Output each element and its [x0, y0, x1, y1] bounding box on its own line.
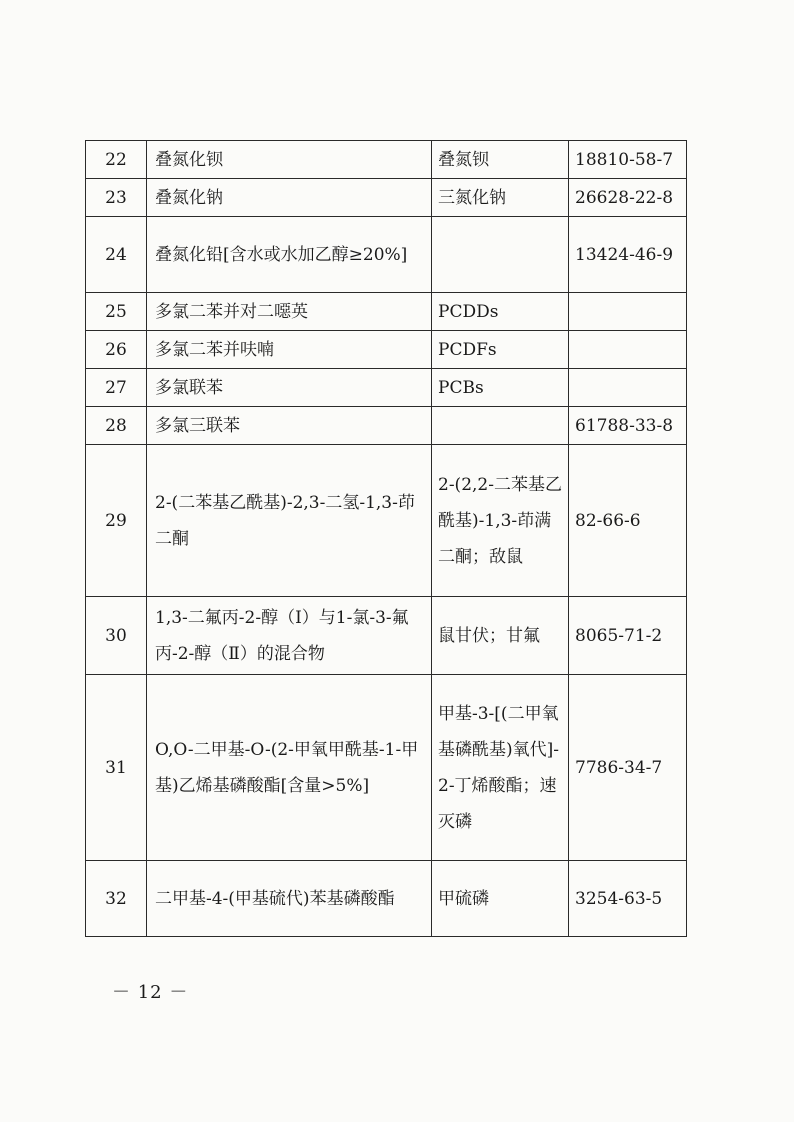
- table-row: [86, 293, 687, 331]
- cas-number: 8065-71-2: [569, 597, 687, 675]
- row-number: 25: [86, 293, 147, 331]
- chemical-alias: PCDDs: [432, 293, 569, 331]
- chemical-alias: 2-(2,2-二苯基乙酰基)-1,3-茚满二酮；敌鼠: [432, 445, 569, 597]
- cas-number: 18810-58-7: [569, 141, 687, 179]
- chemical-name: 多氯三联苯: [147, 407, 432, 445]
- cas-number: 26628-22-8: [569, 179, 687, 217]
- chemical-alias: 甲基-3-[(二甲氧基磷酰基)氧代]-2-丁烯酸酯；速灭磷: [432, 675, 569, 861]
- chemical-name: 叠氮化钡: [147, 141, 432, 179]
- row-number: 30: [86, 597, 147, 675]
- chemical-name: 多氯联苯: [147, 369, 432, 407]
- chemical-alias: 叠氮钡: [432, 141, 569, 179]
- row-number: 26: [86, 331, 147, 369]
- cas-number: 13424-46-9: [569, 217, 687, 293]
- row-number: 24: [86, 217, 147, 293]
- table-row: [86, 141, 687, 179]
- table-row: [86, 407, 687, 445]
- table-row: [86, 369, 687, 407]
- row-number: 32: [86, 861, 147, 937]
- table-row: [86, 861, 687, 937]
- chemical-alias: 甲硫磷: [432, 861, 569, 937]
- chemical-table: [85, 140, 687, 937]
- chemical-name: 多氯二苯并对二噁英: [147, 293, 432, 331]
- chemical-alias: [432, 407, 569, 445]
- table-row: [86, 597, 687, 675]
- chemical-alias: 鼠甘伏；甘氟: [432, 597, 569, 675]
- chemical-alias: 三氮化钠: [432, 179, 569, 217]
- chemical-name: 叠氮化铅[含水或水加乙醇≥20%]: [147, 217, 432, 293]
- cas-number: 61788-33-8: [569, 407, 687, 445]
- row-number: 23: [86, 179, 147, 217]
- chemical-name: 叠氮化钠: [147, 179, 432, 217]
- table-row: [86, 179, 687, 217]
- chemical-name: 二甲基-4-(甲基硫代)苯基磷酸酯: [147, 861, 432, 937]
- chemical-name: 2-(二苯基乙酰基)-2,3-二氢-1,3-茚二酮: [147, 445, 432, 597]
- cas-number: 3254-63-5: [569, 861, 687, 937]
- cas-number: [569, 293, 687, 331]
- row-number: 29: [86, 445, 147, 597]
- row-number: 22: [86, 141, 147, 179]
- chemical-name: 1,3-二氟丙-2-醇（Ⅰ）与1-氯-3-氟丙-2-醇（Ⅱ）的混合物: [147, 597, 432, 675]
- table-row: [86, 675, 687, 861]
- chemical-alias: PCBs: [432, 369, 569, 407]
- row-number: 27: [86, 369, 147, 407]
- chemical-name: 多氯二苯并呋喃: [147, 331, 432, 369]
- cas-number: [569, 369, 687, 407]
- table-row: [86, 331, 687, 369]
- page-number: － 12 －: [112, 982, 189, 1003]
- cas-number: 7786-34-7: [569, 675, 687, 861]
- chemical-name: O,O-二甲基-O-(2-甲氧甲酰基-1-甲基)乙烯基磷酸酯[含量>5%]: [147, 675, 432, 861]
- row-number: 31: [86, 675, 147, 861]
- chemical-alias: PCDFs: [432, 331, 569, 369]
- table-row: [86, 217, 687, 293]
- row-number: 28: [86, 407, 147, 445]
- cas-number: 82-66-6: [569, 445, 687, 597]
- table-row: [86, 445, 687, 597]
- cas-number: [569, 331, 687, 369]
- chemical-alias: [432, 217, 569, 293]
